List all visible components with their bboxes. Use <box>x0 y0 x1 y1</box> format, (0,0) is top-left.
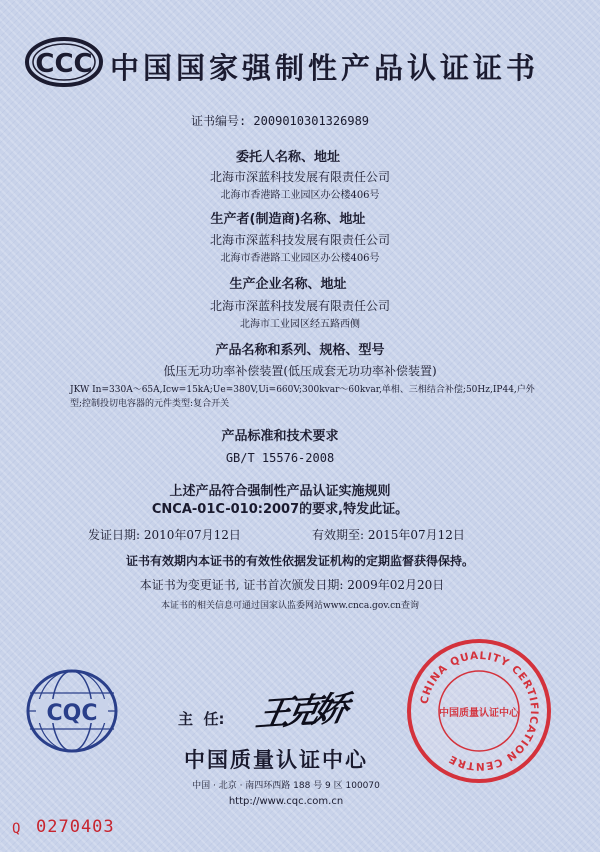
factory-name: 北海市深蓝科技发展有限责任公司 <box>209 299 390 313</box>
expiry-date: 有效期至: 2015年07月12日 <box>312 528 465 542</box>
seal-inner-text: 中国质量认证中心 <box>439 708 519 719</box>
director-signature: 王克娇 <box>252 689 346 735</box>
issuer-address: 中国 · 北京 · 南四环西路 188 号 9 区 100070 <box>192 781 380 791</box>
cqc-logo-text: CQC <box>46 701 98 726</box>
validity-note: 证书有效期内本证书的有效性依据发证机构的定期监督获得保持。 <box>125 554 474 568</box>
page-title: 中国国家强制性产品认证证书 <box>110 51 540 85</box>
cqc-globe-logo-icon <box>22 668 122 754</box>
serial-prefix: Q <box>12 821 21 837</box>
factory-heading: 生产企业名称、地址 <box>229 277 347 292</box>
conformity-line-1: 上述产品符合强制性产品认证实施规则 <box>169 484 391 499</box>
issuer-website: http://www.cqc.com.cn <box>228 796 344 807</box>
manufacturer-address: 北海市香港路工业园区办公楼406号 <box>220 253 380 264</box>
standard-heading: 产品标准和技术要求 <box>221 429 339 444</box>
query-note: 本证书的相关信息可通过国家认监委网站www.cnca.gov.cn查询 <box>161 601 419 611</box>
issuer-name: 中国质量认证中心 <box>184 748 368 772</box>
product-heading: 产品名称和系列、规格、型号 <box>215 343 385 358</box>
client-heading: 委托人名称、地址 <box>235 150 340 165</box>
ccc-logo-text: CCC <box>35 49 93 79</box>
factory-address: 北海市工业园区经五路西侧 <box>240 319 360 330</box>
serial-number: 0270403 <box>36 817 115 837</box>
change-note: 本证书为变更证书, 证书首次颁发日期: 2009年02月20日 <box>139 578 445 592</box>
manufacturer-heading: 生产者(制造商)名称、地址 <box>210 212 366 227</box>
seal-outer-text: CHINA QUALITY CERTIFICATION CENTRE <box>418 649 541 773</box>
certificate-number: 证书编号: 2009010301326989 <box>190 114 370 128</box>
product-name: 低压无功功率补偿装置(低压成套无功功率补偿装置) <box>163 364 437 378</box>
issue-date: 发证日期: 2010年07月12日 <box>88 528 241 542</box>
ccc-mark-icon <box>24 36 104 88</box>
client-address: 北海市香港路工业园区办公楼406号 <box>220 190 380 201</box>
director-label: 主 任: <box>178 710 225 728</box>
client-name: 北海市深蓝科技发展有限责任公司 <box>209 170 390 184</box>
product-spec: JKW In=330A～65A,Icw=15kA;Ue=380V,Ui=660V;300kvar～60kvar,单相、三相结合补偿;50Hz,IP44,户外型;控制投切电容器的元件类型:复合开关 <box>70 385 535 409</box>
standard-value: GB/T 15576-2008 <box>225 451 335 465</box>
manufacturer-name: 北海市深蓝科技发展有限责任公司 <box>209 233 390 247</box>
conformity-line-2: CNCA-01C-010:2007的要求,特发此证。 <box>151 502 409 517</box>
